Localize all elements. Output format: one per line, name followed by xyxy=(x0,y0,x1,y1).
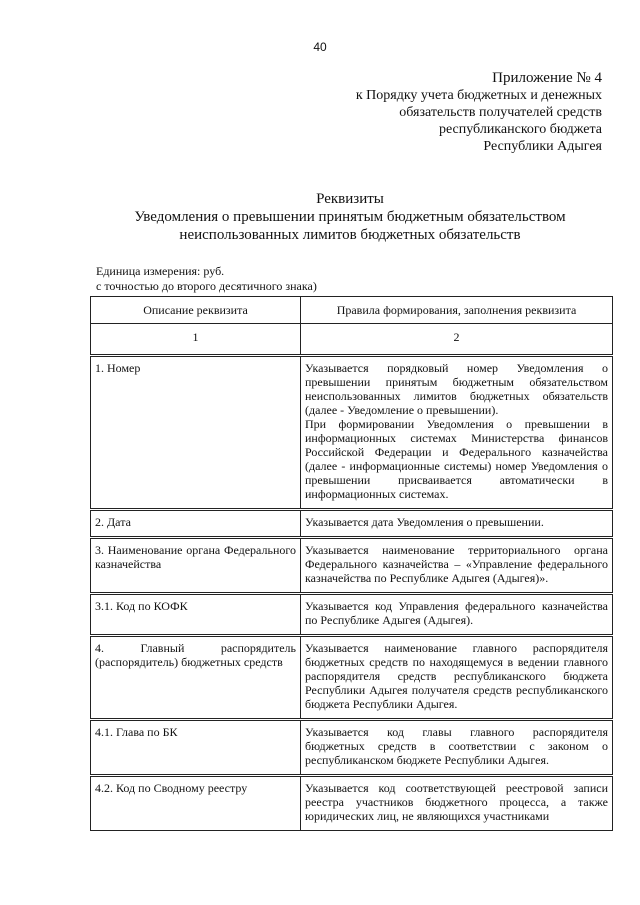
table-row xyxy=(91,594,613,636)
document-heading xyxy=(60,190,640,244)
rule-paragraph: При формировании Уведомления о превышении в информационных системах Министерства финансов Российской Федерации и Федерального казначейства (далее - информационные системы) номер Уведомления о превышении присваивается автоматически в информационных системах. xyxy=(305,417,608,501)
table-row xyxy=(91,510,613,538)
requisite-description: 3. Наименование органа Федерального казначейства xyxy=(91,538,301,594)
page-number: 40 xyxy=(313,40,327,54)
appendix-line: республиканского бюджета xyxy=(438,122,602,137)
requisite-rule: Указывается наименование главного распорядителя бюджетных средств по находящемуся в ведении главного распорядителя средств республиканского бюджета Республики Адыгея получателя средств республиканского бюджета Республики Адыгея. xyxy=(301,636,613,720)
table-row xyxy=(91,776,613,831)
column-header: Описание реквизита xyxy=(91,297,301,324)
heading-line: неиспользованных лимитов бюджетных обязательств xyxy=(179,227,521,243)
appendix-block xyxy=(356,70,602,155)
requisite-description: 4. Главный распорядитель (распорядитель) бюджетных средств xyxy=(91,636,301,720)
heading-line: Реквизиты xyxy=(316,191,384,207)
requisite-description: 1. Номер xyxy=(91,356,301,510)
requisite-description: 4.2. Код по Сводному реестру xyxy=(91,776,301,831)
units-line: Единица измерения: руб. xyxy=(96,264,225,278)
table-row xyxy=(91,356,613,510)
requisite-description: 4.1. Глава по БК xyxy=(91,720,301,776)
requisite-rule xyxy=(301,356,613,510)
appendix-title: Приложение № 4 xyxy=(492,70,602,86)
appendix-line: к Порядку учета бюджетных и денежных xyxy=(355,88,602,103)
requisite-rule: Указывается дата Уведомления о превышении. xyxy=(301,510,613,538)
table-row xyxy=(91,538,613,594)
appendix-line: обязательств получателей средств xyxy=(399,105,602,120)
column-number-row xyxy=(91,324,613,356)
table-row xyxy=(91,720,613,776)
requisite-description: 2. Дата xyxy=(91,510,301,538)
requisites-table xyxy=(90,296,613,831)
appendix-line: Республики Адыгея xyxy=(483,139,602,154)
column-number: 2 xyxy=(301,324,613,356)
units-note xyxy=(96,264,317,294)
requisite-rule: Указывается код Управления федерального казначейства по Республике Адыгея (Адыгея). xyxy=(301,594,613,636)
requisite-rule: Указывается код главы главного распорядителя бюджетных средств в соответствии с законом о республиканском бюджете Республики Адыгея. xyxy=(301,720,613,776)
rule-paragraph: Указывается порядковый номер Уведомления о превышении принятым бюджетным обязательством неиспользованных лимитов бюджетных обязательств (далее - Уведомление о превышении). xyxy=(305,361,608,417)
requisite-rule: Указывается код соответствующей реестровой записи реестра участников бюджетного процесса, а также юридических лиц, не являющихся участниками xyxy=(301,776,613,831)
table-row xyxy=(91,636,613,720)
requisite-description: 3.1. Код по КОФК xyxy=(91,594,301,636)
requisite-rule: Указывается наименование территориального органа Федерального казначейства – «Управление федерального казначейства по Республике Адыгея (Адыгея)». xyxy=(301,538,613,594)
column-number: 1 xyxy=(91,324,301,356)
column-header: Правила формирования, заполнения реквизита xyxy=(301,297,613,324)
table-header-row xyxy=(91,297,613,324)
heading-line: Уведомления о превышении принятым бюджетным обязательством xyxy=(134,209,566,225)
units-line: с точностью до второго десятичного знака) xyxy=(96,279,317,293)
